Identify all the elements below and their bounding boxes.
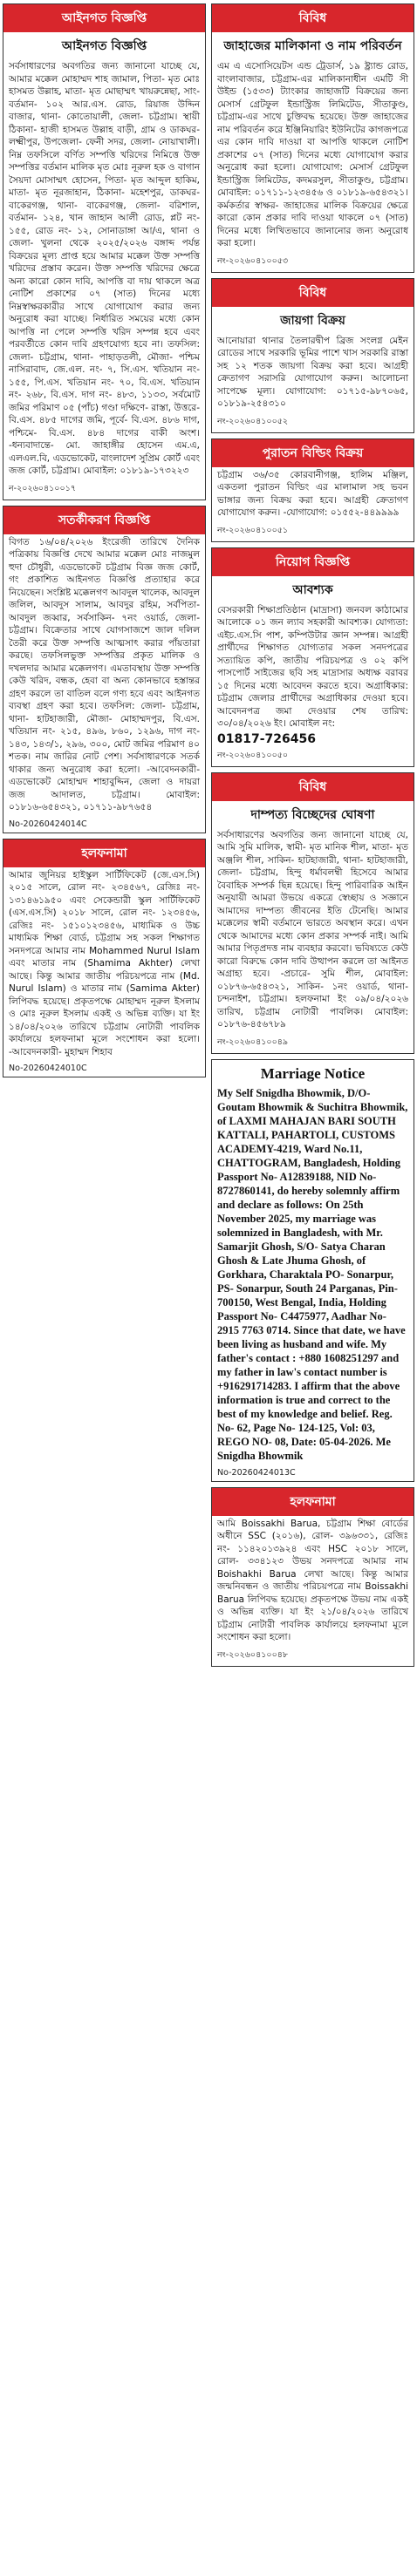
- legal-notice-ad: [3, 3, 206, 500]
- ad-header: বিবিধ: [212, 279, 414, 307]
- ad-title: Marriage Notice: [260, 1064, 366, 1082]
- recruitment-ad: [211, 547, 414, 767]
- ad-code: নং-২০২৬০৪১০০৪৯: [217, 1037, 289, 1047]
- ad-phone: 01817-726456: [217, 731, 316, 746]
- ad-body: চট্টগ্রাম ৩৬/৩৫ কোরবানীগঞ্জ, হালিম মঞ্জিল, একতলা পুরাতন বিল্ডিং এর মালামাল সহ ভবন ভাঙ্গার জন্য বিক্রয় করা হবে। আগ্রহী ক্রেতাগণ যোগাযোগ করুন। -যোগাযোগ: ০১৫৫২-৪৪৯৯৯৯: [217, 469, 408, 518]
- ad-body: আনোয়ারা থানার তৈলারদ্বীপ ব্রিজ সংলগ্ন মেইন রোডের সাথে সরকারি ভূমির পাশে খাস সরকারি রাস্তা সহ ১২ শতক জায়গা বিক্রয় করা হবে। আগ্রহী ক্রেতাগণ সরাসরি যোগাযোগ করুন। আলোচনা সাপেক্ষে মূল্য। যোগাযোগ: ০১৭১৫-৯৮৭০৬৫, ০১৮১৯-২৫৪৩১০: [217, 335, 408, 409]
- ad-header: হলফনামা: [3, 839, 205, 867]
- ad-code: ন-২০২৬০৪১০০১৭: [9, 483, 77, 493]
- ad-body: আমি Boissakhi Barua, চট্টগ্রাম শিক্ষা বোর্ডের অধীনে SSC (২০১৬), রোল- ৩৯৬৩৩১, রেজিঃ নং- ১১৪২০১৩৯২৪ এবং HSC ২০১৮ সালে, রোল- ৩৩৪১২৩ উভয় সনদপত্রে আমার নাম Boishakhi Barua লেখা আছে। কিন্তু আমার জন্মনিবন্ধন ও জাতীয় পরিচয়পত্রে নাম Boissakhi Barua লিপিবদ্ধ হয়েছে। প্রকৃতপক্ষে উভয় নাম একই ও অভিন্ন ব্যক্তি। যা ইং ২১/০৪/২০২৬ তারিখে চট্টগ্রাম নোটারী পাবলিক কার্যালয়ে হলফনামা মূলে সংশোধন করা হলো।: [217, 1518, 408, 1642]
- ad-body: এম এ এসোসিয়েটস এন্ড ট্রেডার্স, ১৯ ষ্ট্র্যান্ড রোড, বাংলাবাজার, চট্টগ্রাম-এর মালিকানাধীন এমটি সী উইন্ড (১৫৩৩) ট্যাংকার জাহাজটি বিক্রয়ের জন্য মেসার্স গ্রেটফুল ইন্ডাস্ট্রিজ লিমিটেড, সীতাকুণ্ড, চট্টগ্রাম-এর সাথে চুক্তিবদ্ধ হয়েছে। উক্ত জাহাজের নাম পরিবর্তন করে ইঞ্জিনিয়ারিং ইউনিটের কাগজপত্রে এর কোন দাবি দাওয়া বা আপত্তি থাকলে নোটিশ প্রকাশের ০৭ (সাত) দিনের মধ্যে যোগাযোগ করার অনুরোধ করা হলো। যোগাযোগ: মেসার্স গ্রেটফুল ইন্ডাস্ট্রিজ লিমিটেড, কদমরসুল, সীতাকুণ্ড, চট্টগ্রাম। মোবাইল: ০১৭১১-১২৩৪৫৬ ও ০১৮১৯-৬৫৪৩২১। কর্মকর্তার স্বাক্ষর- জাহাজের মালিক বিক্রয়ের ক্ষেত্রে কারো কোন প্রকার দাবি দাওয়া থাকলে ০৭ (সাত) দিনের মধ্যে লিখিতভাবে জানানোর জন্য অনুরোধ করা হলো।: [217, 61, 408, 248]
- ad-body: বেসরকারী শিক্ষাপ্রতিষ্ঠান (মাদ্রাসা) জনবল কাঠামোর আলোকে ০১ জন ল্যাব সহকারী আবশ্যক। যোগ্যতা: এইচ.এস.সি পাশ, কম্পিউটার জ্ঞান সম্পন্ন। আগ্রহী প্রার্থীদের শিক্ষাগত যোগ্যতার সকল সনদপত্রের সত্যায়িত কপি, জাতীয় পরিচয়পত্র ও ০২ কপি পাসপোর্ট সাইজের ছবি সহ মাদ্রাসার অধ্যক্ষ বরাবর ১৫ দিনের মধ্যে আবেদন করতে হবে। অগ্রাধিকার: চট্টগ্রাম জেলার প্রার্থীদের অগ্রাধিকার দেওয়া হবে। আবেদনপত্র জমা দেওয়ার শেষ তারিখ: ৩০/০৪/২০২৬ ইং। মোবাইল নং:: [217, 604, 408, 729]
- ad-header: নিয়োগ বিজ্ঞপ্তি: [212, 548, 414, 576]
- old-building-ad: [211, 438, 414, 542]
- divorce-ad: [211, 772, 414, 1054]
- ad-code: নং-২০২৬০৪১০০৫১: [217, 525, 289, 535]
- ad-body: সর্বসাধারণের অবগতির জন্য জানানো যাচ্ছে যে, আমার মক্কেল মোহাম্মদ শাহ জামাল, পিতা- মৃত মোঃ হাসমত উল্লাহ, মাতা- মৃত মোছাম্মৎ খায়রুন্নেছা, সাং- বর্তমান- ১০২ আর.এস. রোড, রিয়াজ উদ্দিন বাজার, থানা- কোতোয়ালী, জেলা- চট্টগ্রাম। স্থায়ী ঠিকানা- হাজী হাসমত উল্লাহ বাড়ী, গ্রাম ও ডাকঘর- লক্ষ্মীপুর, উপজেলা- ফেনী সদর, জেলা- নোয়াখালী। নিম্ন তফসিলে বর্ণিত সম্পত্তি খরিদের নিমিত্তে উক্ত সম্পত্তির বর্তমান মালিক মৃত মোঃ নূরুল হক ও বাগান সৈয়দা মোসাম্মৎ হোসেন, পিতা- মৃত আব্দুল হাকিম, মাতা- মৃত নূরজাহান, ঠিকানা- মহেশপুর, ডাকঘর- বাকেরগঞ্জ, থানা- বাকেরগঞ্জ, জেলা- বরিশাল, বর্তমান- ১২৪, খান জাহান আলী রোড, প্লট নং- ১৫৫, রোড নং- ১২, সোনাডাঙ্গা আ/এ, থানা ও জেলা- খুলনা থেকে ২০২৫/২০২৬ বঙ্গাব্দ পর্যন্ত বিক্রয়ের মূল্য প্রাপ্ত হয়ে আমার মক্কেল উক্ত সম্পত্তি খরিদের প্রস্তাব করেন। উক্ত সম্পত্তি খরিদের ক্ষেত্রে অন্য কারো কোন দাবি, আপত্তি বা দায় থাকলে অত্র নোটিশ প্রকাশের ০৭ (সাত) দিনের মধ্যে নিম্নস্বাক্ষরকারীর সাথে যোগাযোগ করার জন্য অনুরোধ করা যাচ্ছে। নির্ধারিত সময়ের মধ্যে কোন আপত্তি না পেলে সম্পত্তি খরিদ সম্পন্ন হবে এবং পরবর্তীতে কোন দাবি গ্রহণযোগ্য হবে না। তফসিল: জেলা- চট্টগ্রাম, থানা- পাহাড়তলী, মৌজা- পশ্চিম নাসিরাবাদ, জে.এল. নং- ৭, সি.এস. খতিয়ান নং- ১৫৫, পি.এস. খতিয়ান নং- ৭০, বি.এস. খতিয়ান নং- ২৬৮, বি.এস. দাগ নং- ৪৮৩, ১১৩৩, সর্বমোট জমির পরিমাণ ০৫ (পাঁচ) গণ্ডা দক্ষিণে- রাস্তা, উত্তরে- বি.এস. ৪৮৫ দাগের জমি, পূর্বে- বি.এস. ৪৮৬ দাগ, পশ্চিমে- বি.এস. ৪৮৪ দাগের বাকী অংশ। -ধন্যবাদান্তে- মো. জাহাঙ্গীর হোসেন এম.এ, এলএল.বি, এডভোকেট, বাংলাদেশ সুপ্রিম কোর্ট এবং জজ কোর্ট, চট্টগ্রাম। মোবাইল: ০১৮১৯-১৭৩২২৩: [9, 61, 200, 476]
- ad-code: নং-২০২৬০৪১০০৫২: [217, 416, 289, 426]
- ad-header: বিবিধ: [212, 4, 414, 32]
- ad-body: আমার জুনিয়র হাইস্কুল সার্টিফিকেট (জে.এস.সি) ২০১৫ সালে, রোল নং- ২৩৪৫৬৭, রেজিঃ নং- ১৩১৪৬১৯৫০ এবং সেকেন্ডারী স্কুল সার্টিফিকেট (এস.এস.সি) ২০১৮ সালে, রোল নং- ১২৩৪৫৬, রেজিঃ নং- ১৫১০১২৩৪৫৬, মাধ্যমিক ও উচ্চ মাধ্যমিক শিক্ষা বোর্ড, চট্টগ্রাম সহ সকল শিক্ষাগত সনদপত্রে আমার নাম Mohammed Nurul Islam এবং মাতার নাম (Shamima Akhter) লেখা আছে। কিন্তু আমার জাতীয় পরিচয়পত্রে নাম (Md. Nurul Islam) ও মাতার নাম (Samima Akter) লিপিবদ্ধ হয়েছে। প্রকৃতপক্ষে মোহাম্মদ নূরুল ইসলাম ও মোঃ নূরুল ইসলাম একই ও অভিন্ন ব্যক্তি। যা ইং ১৪/০৪/২০২৬ তারিখে চট্টগ্রাম নোটারী পাবলিক কার্যালয়ে হলফনামা মূলে সংশোধন করা হলো। -আবেদনকারী- মুহাম্মদ শিহাব: [9, 869, 200, 1057]
- marriage-notice-ad: [211, 1059, 414, 1482]
- ad-subtitle: দাম্পত্য বিচ্ছেদের ঘোষণা: [250, 807, 375, 822]
- affidavit-ad: [3, 839, 206, 1078]
- ad-header: পুরাতন বিল্ডিং বিক্রয়: [212, 439, 414, 467]
- ad-header: আইনগত বিজ্ঞপ্তি: [3, 4, 205, 32]
- ad-code: No-20260424014C: [9, 819, 87, 829]
- ad-subtitle: জায়গা বিক্রয়: [280, 313, 345, 328]
- ad-subtitle: আইনগত বিজ্ঞপ্তি: [61, 39, 147, 53]
- land-sale-ad: [211, 278, 414, 433]
- ship-owner-ad: [211, 3, 414, 273]
- ad-code: নং-২০২৬০৪১০০৪৮: [217, 1649, 289, 1660]
- ad-code: No-20260424010C: [9, 1064, 87, 1073]
- ad-header: সতর্কীকরণ বিজ্ঞপ্তি: [3, 506, 205, 534]
- ad-code: নং-২০২৬০৪১০০৫০: [217, 750, 289, 760]
- ad-body: সর্বসাধারণের অবগতির জন্য জানানো যাচ্ছে যে, আমি সুমি মালিক, স্বামী- মৃত মানিক শীল, মাতা- মৃত অঞ্জলি শীল, সাকিন- হাটহাজারী, থানা- হাটহাজারী, জেলা- চট্টগ্রাম, হিন্দু ধর্মাবলম্বী হিসেবে আমার বৈবাহিক সম্পর্ক ছিন্ন হয়েছে। হিন্দু পারিবারিক আইন অনুযায়ী আমরা উভয়ে একত্রে স্বেচ্ছায় ও সজ্ঞানে আমাদের দাম্পত্য জীবনের ইতি টেনেছি। আমার মক্কেলের স্বামী বর্তমানে ভারতে অবস্থান করে। এখন থেকে আমাদের মধ্যে কোন প্রকার সম্পর্ক নাই। আমি আমার পিতৃপ্রদত্ত নাম ব্যবহার করবো। ভবিষ্যতে কেউ কারো বিরুদ্ধে কোন দাবি উত্থাপন করলে তা আইনত অগ্রাহ্য হবে। -প্রচারে- সুমি শীল, মোবাইল: ০১৮৭৬-৬৫৪৩২১, সাকিন- ১নং ওয়ার্ড, থানা- চন্দনাইশ, চট্টগ্রাম। হলফনামা ইং ০৯/০৪/২০২৬ তারিখ, চট্টগ্রাম নোটারী পাবলিক। মোবাইল: ০১৮৭৬-৪৫৬৭৮৯: [217, 829, 408, 1030]
- ad-header: হলফনামা: [212, 1488, 414, 1516]
- left-column: [3, 3, 206, 2573]
- ad-subtitle: আবশ্যক: [292, 582, 333, 597]
- ad-subtitle: জাহাজের মালিকানা ও নাম পরিবর্তন: [223, 39, 402, 53]
- ad-body: বিগত ১৬/০৪/২০২৬ ইংরেজী তারিখে দৈনিক পত্রিকায় বিজ্ঞপ্তি দেখে আমার মক্কেল মোঃ নাজমুল হুদা চৌধুরী, এডভোকেট চট্টগ্রাম বিজ্ঞ জজ কোর্ট, গং প্রকাশিত আইনগত বিজ্ঞপ্তি প্রত্যাহার করে নিয়েছেন। সংশ্লিষ্ট মক্কেলগণ আবদুল খালেক, আবদুল জলিল, আবদুস সালাম, আবদুর রহিম, সর্বপিতা- আবদুল জব্বার, সর্বসাকিন- ৭নং ওয়ার্ড, জেলা- চট্টগ্রাম। বিক্রেতার সাথে যোগসাজশে জাল দলিল তৈরী করে উক্ত সম্পত্তি আত্মসাৎ করার পাঁয়তারা করছে। তফসিলভুক্ত সম্পত্তির প্রকৃত মালিক ও দখলদার আমার মক্কেলগণ। এমতাবস্থায় উক্ত সম্পত্তি কেউ খরিদ, বন্ধক, হেবা বা অন্য কোনভাবে হস্তান্তর গ্রহণ করলে তা বাতিল বলে গণ্য হবে এবং আইনগত ব্যবস্থা গ্রহণ করা হবে। তফসিল: জেলা- চট্টগ্রাম, থানা- হাটহাজারী, মৌজা- মোহাম্মদপুর, বি.এস. খতিয়ান নং- ২১৫, ৪৯৬, ৮৬০, ১২৯৬, দাগ নং- ১৪৩, ১৪৩/১, ২৯৬, ৩০০, মোট জমির পরিমাণ ৪০ শতক। নাম জারির নোট পেশ। সর্বসাধারণকে সতর্ক থাকার জন্য অনুরোধ করা হলো। -আবেদনকারী- এডভোকেট মোহাম্মদ শাহাবুদ্দিন, জেলা ও দায়রা জজ আদালত, চট্টগ্রাম। মোবাইল: ০১৮১৬-৬৫৪৩২১, ০১৭১১-৯৮৭৬৫৪: [9, 536, 200, 812]
- affidavit-2-ad: [211, 1487, 414, 1667]
- warning-notice-ad: [3, 506, 206, 833]
- ad-header: বিবিধ: [212, 773, 414, 801]
- ad-code: নং-২০২৬০৪১০০৫৩: [217, 255, 289, 266]
- ad-code: No-20260424013C: [217, 1467, 296, 1478]
- ad-body: My Self Snigdha Bhowmik, D/O- Goutam Bhowmik & Suchitra Bhowmik, of LAXMI MAHAJAN BARI SOUTH KATTALI, PAHARTOLI, CUSTOMS ACADEMY-4219, Ward No.11, CHATTOGRAM, Bangladesh, Holding Passport No- A12839188, NID No- 8727860141, do hereby solemnly affirm and declare as follows: On 25th November 2025, my marriage was solemnized in Bangladesh, with Mr. Samarjit Ghosh, S/O- Satya Charan Ghosh & Late Jhuma Ghosh, of Gorkhara, Charaktala PO- Sonarpur, PS- Sonarpur, South 24 Parganas, Pin- 700150, West Bengal, India, Holding Passport No- C4475977, Aadhar No- 2915 7763 0714. Since that date, we have been living as husband and wife. My father's contact : +880 1608251297 and my father in law's contact number is +916291714283. I affirm that the above information is true and correct to the best of my knowledge and belief. Reg. No- 62, Page No- 124-125, Vol: 03, REGO NO- 08, Date: 05-04-2026. Me Snigdha Bhowmik: [217, 1086, 408, 1462]
- right-column: [211, 3, 414, 2573]
